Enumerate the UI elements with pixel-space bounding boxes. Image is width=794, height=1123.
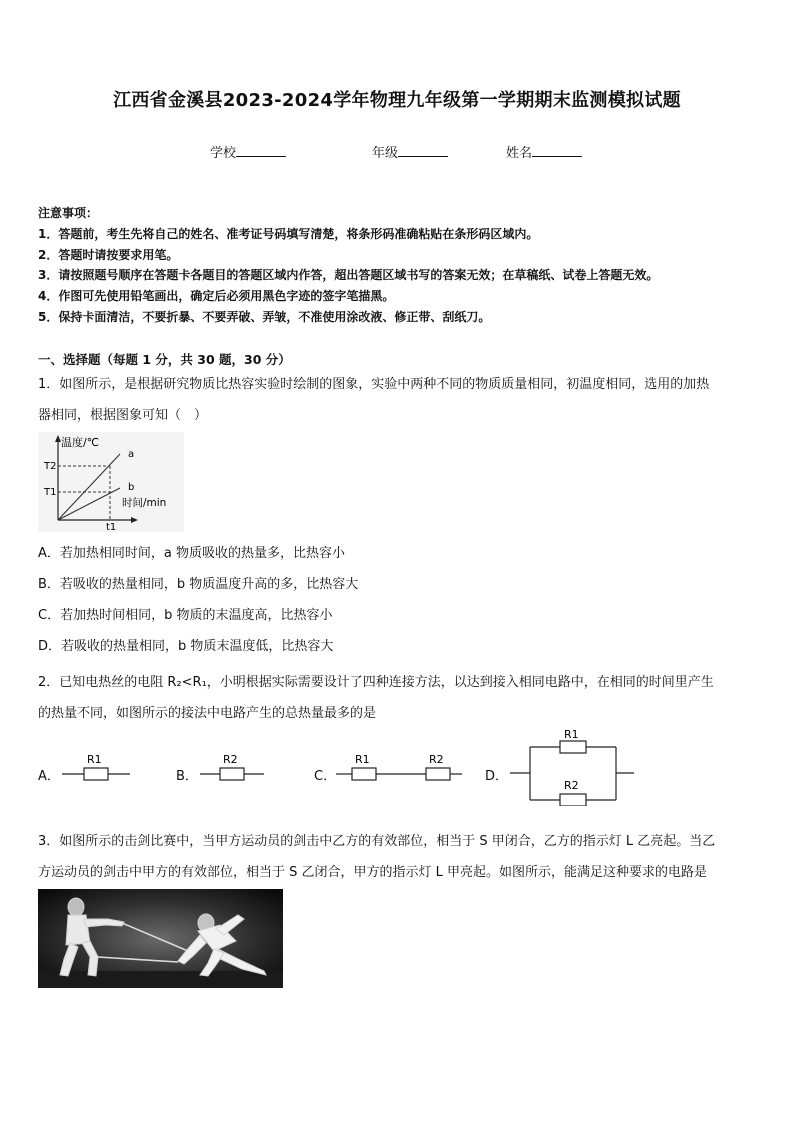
r1-label: R1 [564,728,579,741]
t2-label: T2 [44,461,57,472]
circuit-b [198,750,268,784]
grade-field [372,142,448,161]
q1-option-a: A．若加热相同时间，a 物质吸收的热量多，比热容小 [38,546,345,561]
question-1-line-1: 1．如图所示，是根据研究物质比热容实验时绘制的图象，实验中两种不同的物质质量相同，初温度相同，选用的加热 [38,377,710,392]
question-3-line-1: 3．如图所示的击剑比赛中，当甲方运动员的剑击中乙方的有效部位，相当于 S 甲闭合，乙方的指示灯 L 乙亮起。当乙 [38,834,716,849]
name-field [506,142,582,161]
question-3-line-2: 方运动员的剑击中甲方的有效部位，相当于 S 乙闭合，甲方的指示灯 L 甲亮起。如图所示，能满足这种要求的电路是 [38,865,708,880]
x-axis-label: 时间/min [122,497,167,509]
school-blank [236,144,286,157]
resistor-r1 [84,768,108,780]
resistor-r1 [352,768,376,780]
q2-option-b-label: B． [176,769,198,784]
y-axis-label: 温度/℃ [61,436,100,449]
fencing-photo [38,889,283,988]
r1-label: R1 [87,753,102,766]
notice-item: 4．作图可先使用铅笔画出，确定后必须用黑色字迹的签字笔描黑。 [38,289,395,303]
notice-item: 2．答题时请按要求用笔。 [38,248,179,262]
question-2-line-2: 的热量不同，如图所示的接法中电路产生的总热量最多的是 [38,706,377,721]
name-label: 姓名 [506,146,533,161]
school-field [210,142,286,161]
temperature-time-graph [38,432,184,532]
line-b-label: b [128,482,135,493]
r2-label: R2 [429,753,444,766]
circuit-d [508,726,636,806]
section-heading: 一、选择题（每题 1 分，共 30 题，30 分） [38,352,291,367]
resistor-r1 [560,741,586,753]
floor [38,971,283,988]
question-2-line-1: 2．已知电热丝的电阻 R₂<R₁，小明根据实际需要设计了四种连接方法，以达到接入相同电路中，在相同的时间里产生 [38,675,714,690]
school-label: 学校 [210,146,237,161]
name-blank [532,144,582,157]
grade-blank [398,144,448,157]
resistor-r2 [220,768,244,780]
r1-label: R1 [355,753,370,766]
circuit-c [334,750,464,784]
grade-label: 年级 [372,146,399,161]
t1-time-label: t1 [106,522,117,532]
q2-option-a-label: A． [38,769,60,784]
t1-label: T1 [44,487,57,498]
q2-option-d-label: D． [485,769,509,784]
notice-item: 1．答题前，考生先将自己的姓名、准考证号码填写清楚，将条形码准确粘贴在条形码区域内。 [38,227,539,241]
q1-option-b: B．若吸收的热量相同，b 物质温度升高的多，比热容大 [38,577,359,592]
graph-background [38,432,184,532]
line-a-label: a [128,449,135,460]
notice-heading: 注意事项： [38,206,99,220]
page-title: 江西省金溪县2023-2024学年物理九年级第一学期期末监测模拟试题 [113,90,681,111]
question-1-line-2: 器相同，根据图象可知（ ） [38,408,208,423]
r2-label: R2 [564,779,579,792]
resistor-r2 [560,794,586,806]
notice-item: 5．保持卡面清洁，不要折暴、不要弄破、弄皱，不准使用涂改液、修正带、刮纸刀。 [38,310,491,324]
notice-item: 3．请按照题号顺序在答题卡各题目的答题区域内作答，超出答题区域书写的答案无效；在草稿纸、试卷上答题无效。 [38,268,659,282]
circuit-a [60,750,134,784]
r2-label: R2 [223,753,238,766]
q2-option-c-label: C． [314,769,337,784]
resistor-r2 [426,768,450,780]
q1-option-d: D．若吸收的热量相同，b 物质末温度低，比热容大 [38,639,334,654]
q1-option-c: C．若加热时间相同，b 物质的末温度高，比热容小 [38,608,333,623]
